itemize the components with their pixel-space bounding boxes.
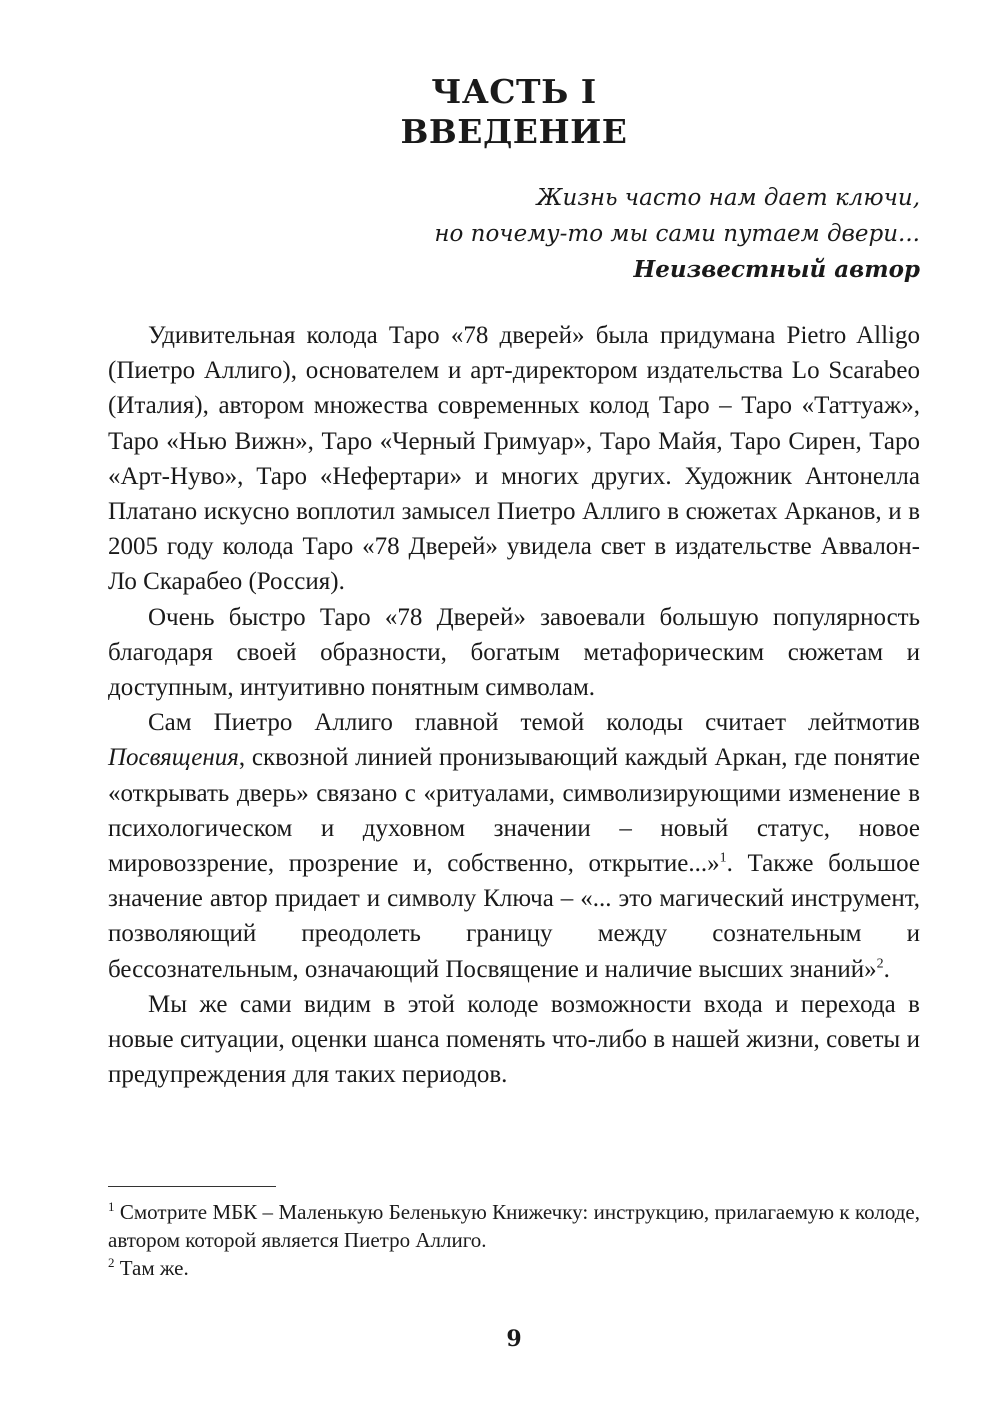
italic-term: Посвящения — [108, 744, 239, 772]
body-text — [108, 318, 920, 1092]
paragraph-3-part-c: . Также большое значение автор придает и символу Ключа – «... это магический инструмент, позволяющий преодолеть границу между сознательным и бессознательным, означающий Посвящение и наличие высших знаний» — [108, 850, 920, 983]
paragraph-3 — [108, 705, 920, 987]
footnote-ref-2[interactable]: 2 — [876, 956, 884, 972]
chapter-heading — [108, 72, 920, 152]
footnote-1-mark: 1 — [108, 1199, 115, 1214]
footnote-2-mark: 2 — [108, 1255, 115, 1270]
book-page — [108, 0, 920, 1413]
footnote-divider — [108, 1186, 276, 1187]
paragraph-1: Удивительная колода Таро «78 дверей» была придумана Pietro Alligo (Пиетро Аллиго), основателем и арт-директором издательства Lo Scarabeo (Италия), автором множества современных колод Таро – Таро «Таттуаж», Таро «Нью Вижн», Таро «Черный Гримуар», Таро Майя, Таро Сирен, Таро «Арт-Нуво», Таро «Нефертари» и многих других. Художник Антонелла Платано искусно воплотил замысел Пиетро Аллиго в сюжетах Арканов, и в 2005 году колода Таро «78 Дверей» увидела свет в издательстве Аввалон-Ло Скарабео (Россия). — [108, 322, 920, 596]
footnotes — [108, 1198, 920, 1282]
page-number: 9 — [506, 1326, 522, 1352]
epigraph-line-2: но почему-то мы сами путаем двери... — [434, 221, 920, 247]
footnote-2 — [108, 1254, 920, 1282]
epigraph-author: Неизвестный автор — [633, 256, 920, 283]
footnote-ref-1[interactable]: 1 — [719, 850, 727, 866]
footnote-2-text: Там же. — [114, 1256, 189, 1280]
part-label: ЧАСТЬ I — [431, 72, 597, 111]
footnote-1-text: Смотрите МБК – Маленькую Беленькую Книжечку: инструкцию, прилагаемую к колоде, автором которой является Пиетро Аллиго. — [108, 1200, 920, 1252]
chapter-title: ВВЕДЕНИЕ — [400, 112, 628, 151]
footnote-1 — [108, 1198, 920, 1254]
epigraph-line-1: Жизнь часто нам дает ключи, — [536, 185, 920, 211]
paragraph-4: Мы же сами видим в этой колоде возможности входа и перехода в новые ситуации, оценки шанса поменять что-либо в нашей жизни, советы и предупреждения для таких периодов. — [108, 990, 920, 1089]
paragraph-3-part-b: , сквозной линией пронизывающий каждый Аркан, где понятие «открывать дверь» связано с «ритуалами, символизирующими изменение в психологическом и духовном значении – новый статус, новое мировоззрение, прозрение и, собственно, открытие...» — [108, 744, 920, 878]
epigraph — [434, 180, 920, 288]
paragraph-3-part-d: . — [883, 955, 890, 983]
paragraph-2: Очень быстро Таро «78 Дверей» завоевали большую популярность благодаря своей образности, богатым метафорическим сюжетам и доступным, интуитивно понятным символам. — [108, 603, 920, 702]
paragraph-3-part-a: Сам Пиетро Аллиго главной темой колоды считает лейтмотив — [148, 709, 920, 737]
